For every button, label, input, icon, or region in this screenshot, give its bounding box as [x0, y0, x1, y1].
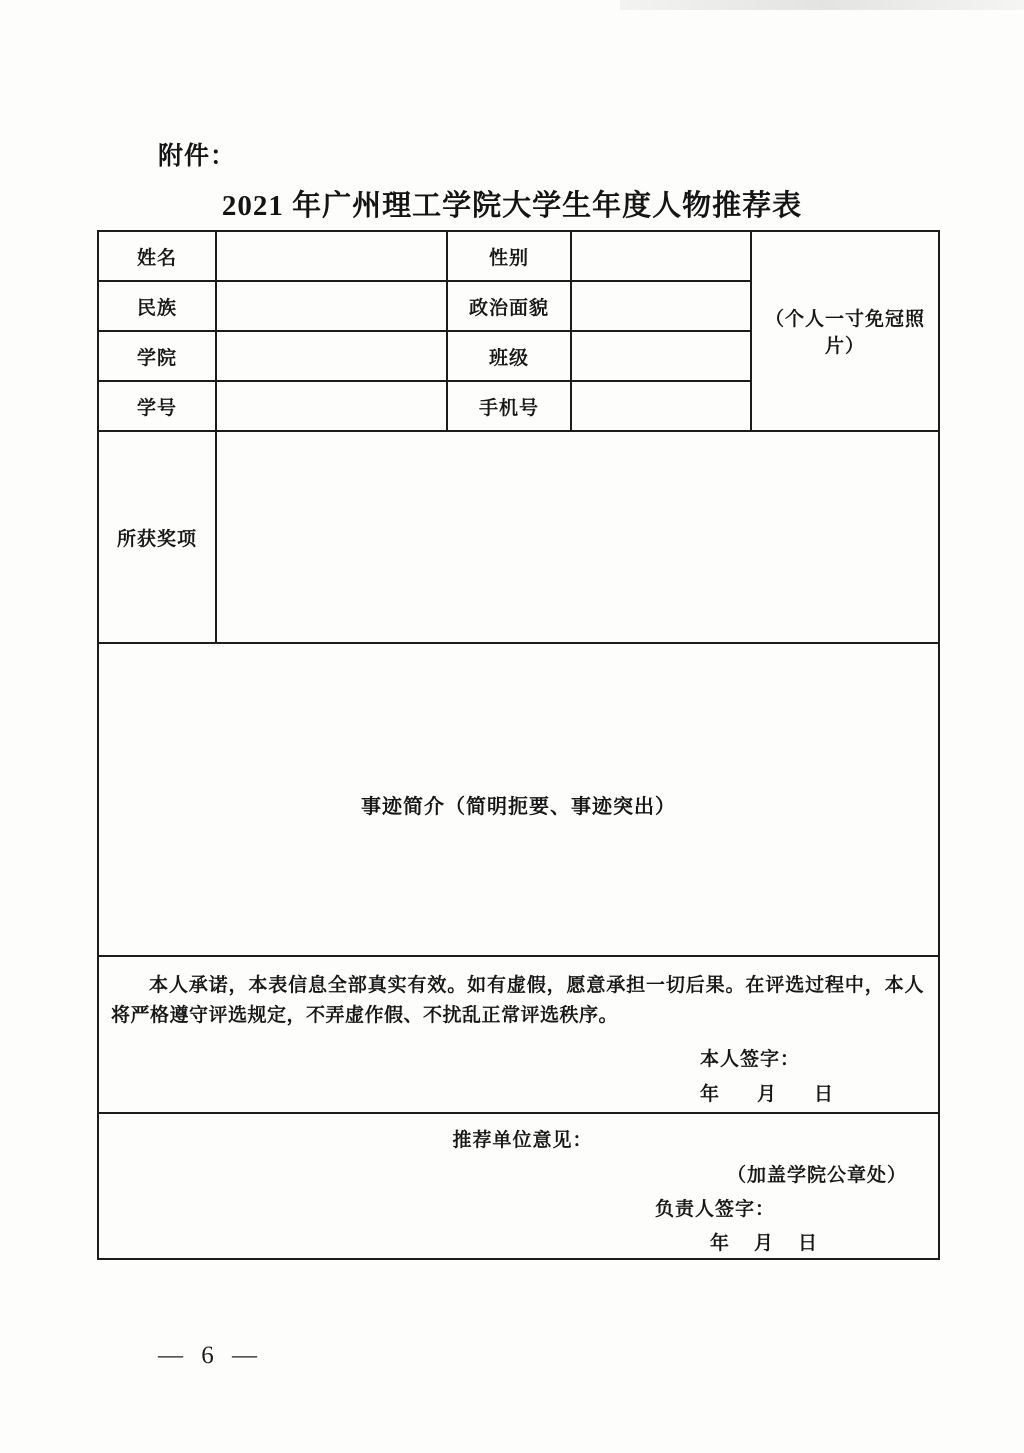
table-row — [98, 956, 939, 1113]
class-value-cell — [571, 331, 751, 381]
student-id-value-cell — [216, 381, 447, 431]
table-row — [98, 643, 939, 956]
table-row — [98, 231, 939, 281]
phone-label: 手机号 — [447, 381, 571, 431]
gender-value-cell — [571, 231, 751, 281]
gender-label: 性别 — [447, 231, 571, 281]
recommendation-date-label: 年 月 日 — [709, 1233, 820, 1254]
political-status-label: 政治面貌 — [447, 281, 571, 331]
scan-artifact — [620, 0, 1024, 10]
recommendation-unit-opinion-label: 推荐单位意见： — [452, 1130, 593, 1151]
phone-value-cell — [571, 381, 751, 431]
awards-label: 所获奖项 — [98, 431, 216, 643]
applicant-date-label: 年 月 日 — [699, 1083, 833, 1105]
table-row — [98, 431, 939, 643]
name-value-cell — [216, 231, 447, 281]
responsible-person-signature-label: 负责人签字： — [654, 1199, 775, 1220]
college-value-cell — [216, 331, 447, 381]
college-seal-note: （加盖学院公章处） — [726, 1165, 907, 1186]
commitment-text: 本人承诺，本表信息全部真实有效。如有虚假，愿意承担一切后果。在评选过程中，本人将严格遵守评选规定，不弄虚作假、不扰乱正常评选秩序。 — [111, 975, 924, 1026]
page-number: — 6 — — [158, 1342, 263, 1369]
awards-value-cell — [216, 431, 939, 643]
ethnicity-label: 民族 — [98, 281, 216, 331]
name-label: 姓名 — [98, 231, 216, 281]
page-title: 2021 年广州理工学院大学生年度人物推荐表 — [221, 190, 803, 222]
class-label: 班级 — [447, 331, 571, 381]
college-label: 学院 — [98, 331, 216, 381]
deeds-section-cell — [98, 643, 939, 956]
political-status-value-cell — [571, 281, 751, 331]
deeds-section-header: 事迹简介（简明扼要、事迹突出） — [361, 796, 676, 818]
applicant-signature-label: 本人签字： — [699, 1048, 800, 1070]
photo-placeholder-cell: （个人一寸免冠照片） — [751, 231, 939, 431]
recommendation-section-cell — [98, 1113, 939, 1259]
commitment-section-cell — [98, 956, 939, 1113]
recommendation-form-table — [97, 230, 940, 1260]
ethnicity-value-cell — [216, 281, 447, 331]
attachment-label: 附件： — [158, 143, 237, 170]
student-id-label: 学号 — [98, 381, 216, 431]
table-row — [98, 1113, 939, 1259]
